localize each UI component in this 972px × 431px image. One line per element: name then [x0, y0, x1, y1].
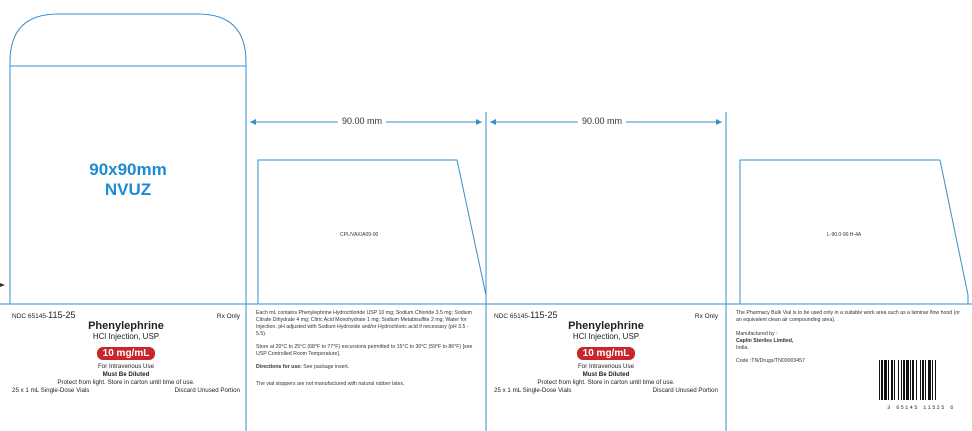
barcode-bar [903, 360, 905, 400]
barcode-bars [877, 360, 965, 400]
barcode-bar [920, 360, 921, 400]
front-panel-2 [494, 310, 718, 395]
barcode-bar [898, 360, 899, 400]
side-panel [256, 310, 480, 388]
rx-only: Rx Only [694, 313, 718, 320]
barcode-bar [906, 360, 909, 400]
barcode-bar [894, 360, 895, 400]
dust-flap-code-left: CPL/VAX/A09-00 [340, 232, 379, 238]
drug-name: Phenylephrine [568, 320, 644, 332]
barcode-bar [925, 360, 926, 400]
ndc-number: NDC 65145-115-25 [494, 310, 558, 320]
barcode-bar [881, 360, 883, 400]
barcode-digits: 3 65145 11525 6 [887, 405, 955, 411]
ndc-number: NDC 65145-115-25 [12, 310, 76, 320]
concentration-badge: 10 mg/mL [577, 347, 636, 360]
tuck-flap [10, 14, 246, 304]
barcode-bar [879, 360, 880, 400]
barcode-bar [901, 360, 902, 400]
flap-size: 90x90mm [89, 160, 167, 179]
dilute-warning: Must Be Diluted [582, 371, 630, 378]
protect-text: Protect from light. Store in carton until time of use. [57, 379, 195, 386]
barcode [877, 360, 965, 411]
latex-text: The vial stoppers are not manufactured with natural rubber latex. [256, 381, 405, 387]
barcode-bar [935, 360, 936, 400]
barcode-bar [910, 360, 911, 400]
route: For Intravenous Use [577, 363, 635, 370]
barcode-bar [884, 360, 887, 400]
directions-text: See package insert. [301, 364, 350, 370]
rx-only: Rx Only [216, 313, 240, 320]
vial-count: 25 x 1 mL Single-Dose Vials [494, 387, 572, 394]
flap-code: NVUZ [104, 180, 152, 199]
drug-name: Phenylephrine [88, 320, 164, 332]
dimension-label-right: 90.00 mm [578, 116, 626, 126]
discard-text: Discard Unused Portion [174, 387, 240, 394]
dilute-warning: Must Be Diluted [102, 371, 150, 378]
barcode-bar [922, 360, 924, 400]
flap-label [10, 160, 246, 200]
directions-label: Directions for use: [256, 364, 302, 370]
drug-subtitle: HCl Injection, USP [92, 332, 160, 341]
vial-count: 25 x 1 mL Single-Dose Vials [12, 387, 90, 394]
license-code: Code :TN/Drugs/TN00003457 [736, 358, 805, 364]
dust-flap-code-right: L-90.0-90.H-4A [827, 232, 862, 238]
storage-text: Store at 20°C to 25°C (68°F to 77°F) excursions permitted to 15°C to 30°C (59°F to 86°F) [see USP Controlled Room Temperature]. [256, 344, 473, 357]
protect-text: Protect from light. Store in carton until time of use. [537, 379, 675, 386]
barcode-bar [928, 360, 931, 400]
discard-text: Discard Unused Portion [652, 387, 718, 394]
barcode-bar [912, 360, 914, 400]
drug-subtitle: HCl Injection, USP [572, 332, 640, 341]
barcode-bar [932, 360, 933, 400]
manufactured-by: Manufactured by : [736, 331, 778, 337]
composition-text: Each mL contains Phenylephrine Hydrochloride USP 10 mg; Sodium Chloride 3.5 mg; Sodium Citrate Dihydrate 4 mg; Citric Acid Monohydrate 1 mg; Sodium Metabisulfite 2 mg; Water for Injection. pH adjusted with Sodium Hydroxide and/or Hydrochloric acid if necessary (pH 3.5 - 5.5). [256, 310, 472, 337]
pharmacy-text: The Pharmacy Bulk Vial is to be used only in a suitable work area such as a laminar flow hood (or an equivalent clean air compounding area). [736, 310, 960, 323]
barcode-bar [888, 360, 889, 400]
barcode-bar [916, 360, 917, 400]
concentration-badge: 10 mg/mL [97, 347, 156, 360]
route: For Intravenous Use [97, 363, 155, 370]
barcode-bar [891, 360, 893, 400]
dimension-label-left: 90.00 mm [338, 116, 386, 126]
country: India. [736, 345, 749, 351]
back-panel [736, 310, 964, 365]
directions [256, 364, 480, 371]
front-panel-1 [12, 310, 240, 395]
company-name: Caplin Steriles Limited, [736, 338, 794, 344]
